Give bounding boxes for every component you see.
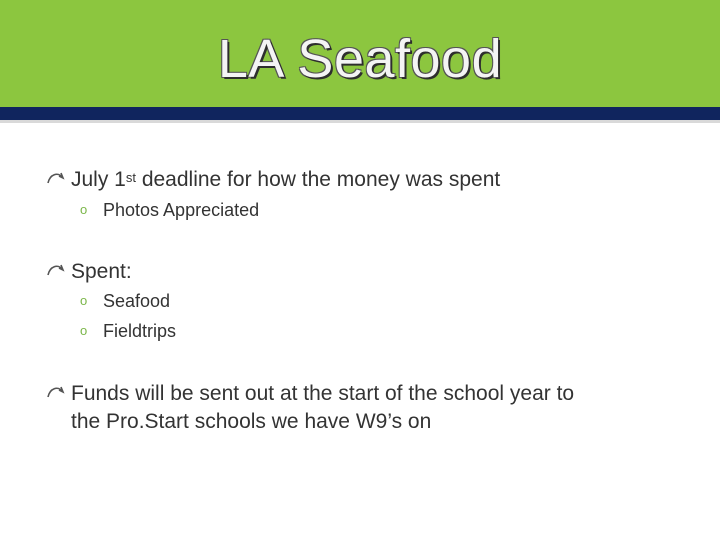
bullet-funds-line2: the Pro.Start schools we have W9’s on	[71, 410, 432, 433]
slide-title: LA Seafood	[217, 29, 503, 89]
curl-arrow-icon	[46, 262, 68, 284]
hollow-circle-icon: o	[80, 293, 88, 308]
hollow-circle-icon: o	[80, 323, 88, 338]
bullet-july-deadline	[71, 164, 500, 195]
bullet-july-superscript: st	[125, 170, 136, 185]
curl-arrow-icon	[46, 384, 68, 406]
sub-bullet-seafood: Seafood	[103, 291, 171, 311]
bullet-spent: Spent:	[71, 260, 132, 283]
sub-bullet-photos: Photos Appreciated	[103, 200, 260, 220]
bullet-july-part2: deadline for how the money was spent	[135, 168, 501, 191]
bullet-funds-line1: Funds will be sent out at the start of the school year to	[71, 382, 575, 405]
title-divider-rule	[0, 107, 720, 120]
curl-arrow-icon	[46, 170, 68, 192]
sub-bullet-fieldtrips: Fieldtrips	[103, 321, 177, 341]
bullet-july-part1: July 1	[71, 168, 126, 191]
title-divider-shadow	[0, 120, 720, 123]
hollow-circle-icon: o	[80, 202, 88, 217]
